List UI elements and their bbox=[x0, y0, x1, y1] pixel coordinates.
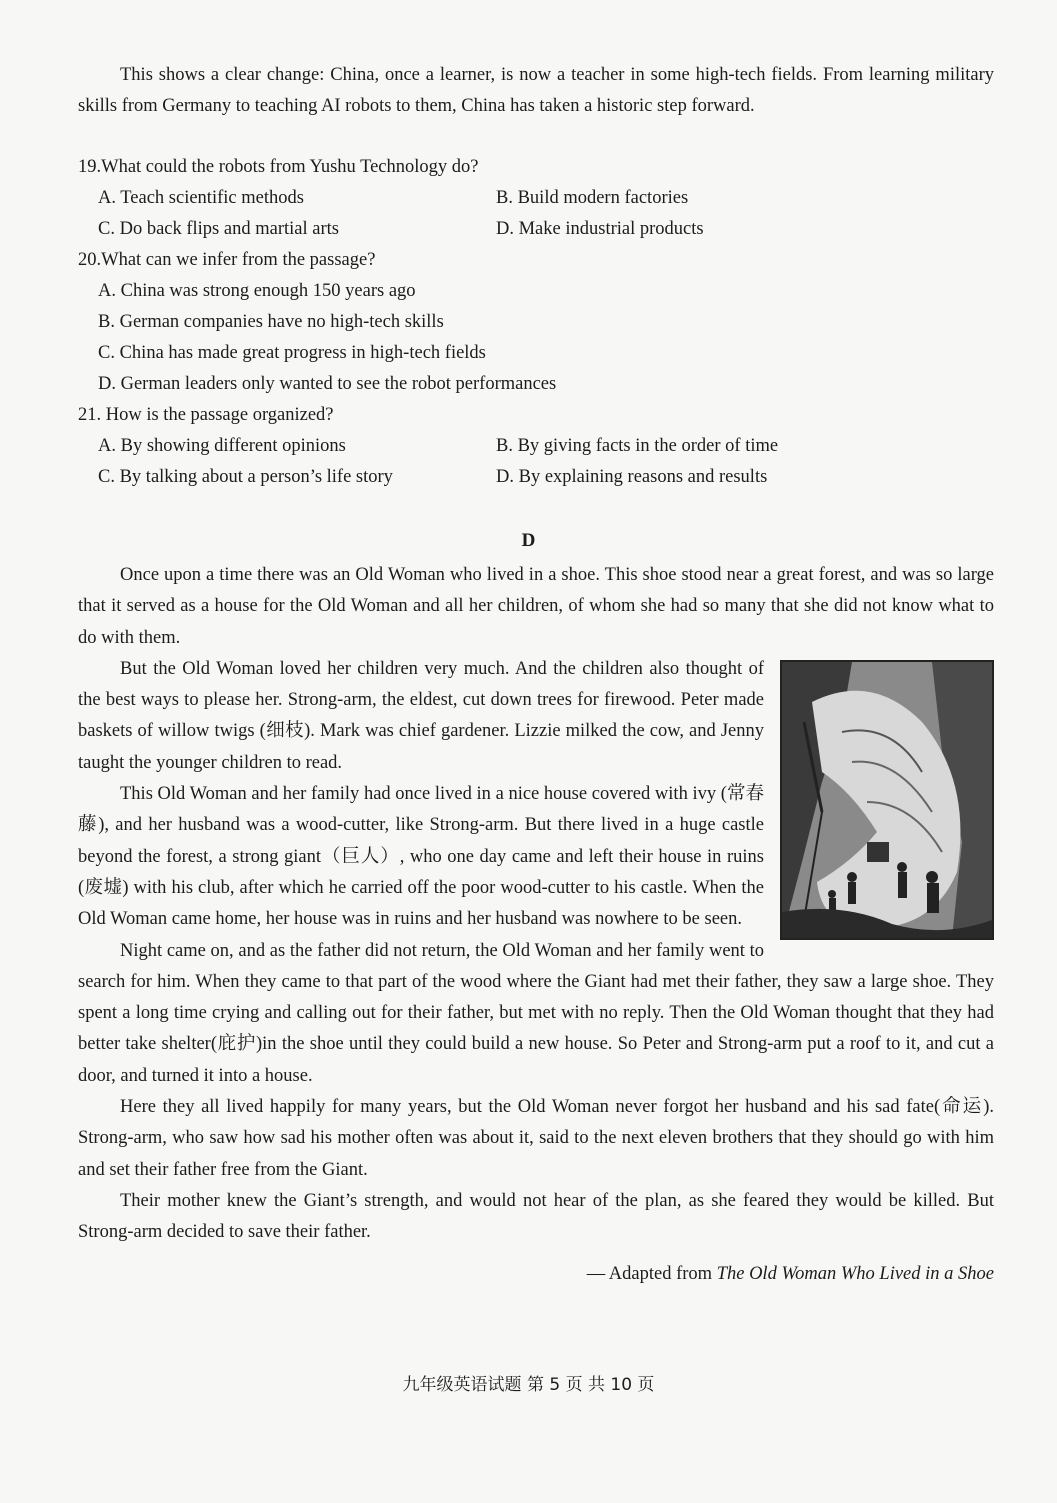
intro-block bbox=[78, 60, 994, 122]
question-19-option-d: D. Make industrial products bbox=[496, 219, 704, 239]
question-21-option-a: A. By showing different opinions bbox=[98, 436, 346, 456]
passage-paragraph-1: Once upon a time there was an Old Woman who lived in a shoe. This shoe stood near a great forest, and was so large that it served as a house for the Old Woman and all her children, of whom she had so many that she did not know what to do with them. bbox=[78, 565, 994, 648]
source-title: The Old Woman Who Lived in a Shoe bbox=[716, 1263, 994, 1284]
passage-paragraph-6: Their mother knew the Giant’s strength, and would not hear of the plan, as she feared they would be killed. But Strong-arm decided to save their father. bbox=[78, 1190, 994, 1243]
question-19-option-b: B. Build modern factories bbox=[496, 188, 689, 208]
question-20-option-d: D. German leaders only wanted to see the robot performances bbox=[98, 374, 557, 394]
passage-paragraph-5: Here they all lived happily for many years, but the Old Woman never forgot her husband and his sad fate(命运). Strong-arm, who saw how sad his mother often was about it, said to the next eleven brothers that they should go with him and set their father free from the Giant. bbox=[78, 1097, 994, 1180]
question-21-options-row-2 bbox=[78, 462, 994, 493]
question-20-stem: 20.What can we infer from the passage? bbox=[78, 250, 376, 270]
source-prefix: — Adapted from bbox=[586, 1263, 717, 1284]
question-19-options-row-1 bbox=[78, 183, 994, 214]
questions-block bbox=[78, 152, 994, 493]
story-illustration bbox=[780, 660, 994, 940]
question-19-options-row-2 bbox=[78, 214, 994, 245]
question-21-option-b: B. By giving facts in the order of time bbox=[496, 436, 779, 456]
question-21-options-row-1 bbox=[78, 431, 994, 462]
question-21-stem: 21. How is the passage organized? bbox=[78, 405, 334, 425]
passage-paragraph-4: Night came on, and as the father did not return, the Old Woman and her family went to search for him. When they came to that part of the wood where the Giant had met their father, they saw a large shoe. They spent a long time crying and calling out for their father, but met with no reply. Then the Old Woman thought that they had better take shelter(庇护)in the shoe until they could build a new house. So Peter and Strong-arm put a roof to it, and cut a door, and turned it into a house. bbox=[78, 940, 994, 1086]
question-21-option-d: D. By explaining reasons and results bbox=[496, 467, 768, 487]
question-19-option-c: C. Do back flips and martial arts bbox=[98, 219, 339, 239]
passage-paragraph-2: But the Old Woman loved her children very much. And the children also thought of the best ways to please her. Strong-arm, the eldest, cut down trees for firewood. Peter made baskets of willow twigs (细枝). Mark was chief gardener. Lizzie milked the cow, and Jenny taught the younger children to read. bbox=[78, 658, 764, 773]
question-21-option-c: C. By talking about a person’s life story bbox=[98, 467, 393, 487]
question-20-option-a: A. China was strong enough 150 years ago bbox=[98, 281, 416, 301]
passage-paragraph-3: This Old Woman and her family had once lived in a nice house covered with ivy (常春藤), and her husband was a wood-cutter, like Strong-arm. But there lived in a huge castle beyond the forest, a strong giant（巨人）, who one day came and left their house in ruins (废墟) with his club, after which he carried off the poor wood-cutter to his castle. When the Old Woman came home, her house was in ruins and her husband was nowhere to be seen. bbox=[78, 784, 764, 930]
intro-paragraph: This shows a clear change: China, once a learner, is now a teacher in some high-tech fields. From learning military skills from Germany to teaching AI robots to them, China has taken a historic step forward. bbox=[78, 65, 994, 116]
question-19-option-a: A. Teach scientific methods bbox=[98, 188, 304, 208]
passage-source bbox=[78, 1259, 994, 1290]
section-d-passage bbox=[78, 560, 994, 1290]
question-20-option-c: C. China has made great progress in high-tech fields bbox=[98, 343, 486, 363]
section-d-title: D bbox=[521, 530, 536, 551]
question-20-option-b: B. German companies have no high-tech skills bbox=[98, 312, 444, 332]
illustration-drawing bbox=[782, 662, 992, 938]
page-footer: 九年级英语试题 第 5 页 共 10 页 bbox=[402, 1375, 655, 1395]
question-19-stem: 19.What could the robots from Yushu Technology do? bbox=[78, 157, 479, 177]
